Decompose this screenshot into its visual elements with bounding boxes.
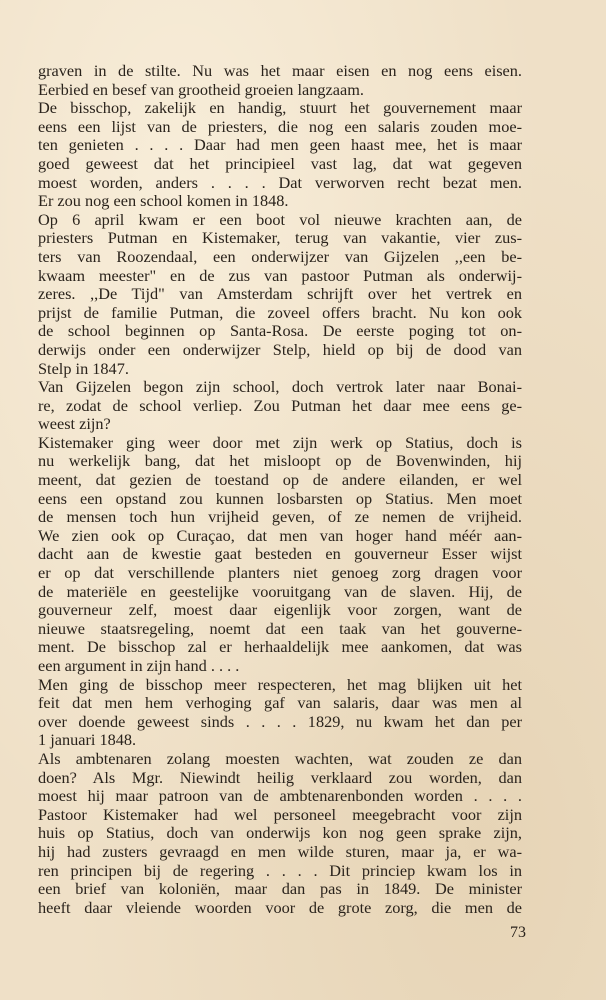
text-line: Als ambtenaren zolang moesten wachten, wat zouden ze dan xyxy=(38,748,522,768)
text-line: Van Gijzelen begon zijn school, doch vertrok later naar Bonai- xyxy=(38,377,522,397)
page-number: 73 xyxy=(510,924,526,941)
text-line: re, zodat de school verliep. Zou Putman het daar mee eens ge- xyxy=(38,395,522,415)
text-line: meent, dat gezien de toestand op de andere eilanden, er wel xyxy=(38,470,522,490)
text-line: kwaam meester" en de zus van pastoor Putman als onderwij- xyxy=(38,265,522,285)
text-line: De bisschop, zakelijk en handig, stuurt het gouvernement maar xyxy=(38,98,522,118)
text-line: hij had zusters gevraagd en men wilde sturen, maar ja, er wa- xyxy=(38,841,522,861)
text-line: Eerbied en besef van grootheid groeien langzaam. xyxy=(38,79,364,99)
body-text xyxy=(38,62,522,917)
text-line: priesters Putman en Kistemaker, terug van vakantie, vier zus- xyxy=(38,228,522,248)
text-line: nu werkelijk bang, dat het misloopt op de Bovenwinden, hij xyxy=(38,451,522,471)
text-line: Op 6 april kwam er een boot vol nieuwe krachten aan, de xyxy=(38,209,522,229)
text-line: derwijs onder een onderwijzer Stelp, hield op bij de dood van xyxy=(38,339,522,359)
text-line: prijst de familie Putman, die zoveel offers bracht. Nu kon ook xyxy=(38,302,522,322)
text-line: weest zijn? xyxy=(38,414,111,434)
text-line: de materiële en geestelijke vooruitgang van de slaven. Hij, de xyxy=(38,581,522,601)
text-line: een argument in zijn hand . . . . xyxy=(38,656,240,675)
text-line: moest worden, anders . . . . Dat verworven recht bezat men. xyxy=(38,172,522,192)
text-line: gouverneur zelf, moest daar eigenlijk voor zorgen, want de xyxy=(38,600,522,620)
text-line: een brief van koloniën, maar dan pas in 1849. De minister xyxy=(38,879,522,899)
text-line: heeft daar vleiende woorden voor de grote zorg, die men de xyxy=(38,897,522,917)
text-line: graven in de stilte. Nu was het maar eisen en nog eens eisen. xyxy=(38,61,522,80)
text-line: de mensen toch hun vrijheid geven, of ze nemen de vrijheid. xyxy=(38,507,522,527)
text-line: zeres. ,,De Tijd" van Amsterdam schrijft over het vertrek en xyxy=(38,284,522,304)
text-line: Stelp in 1847. xyxy=(38,358,129,378)
text-line: ten genieten . . . . Daar had men geen haast mee, het is maar xyxy=(38,135,522,155)
text-line: huis op Statius, doch van onderwijs kon nog geen sprake zijn, xyxy=(38,823,522,843)
text-line: feit dat men hem verhoging gaf van salaris, daar was men al xyxy=(38,693,522,713)
text-line: ters van Roozendaal, een onderwijzer van Gijzelen ,,een be- xyxy=(38,246,522,266)
text-line: Men ging de bisschop meer respecteren, het mag blijken uit het xyxy=(38,674,522,694)
text-line: Kistemaker ging weer door met zijn werk op Statius, doch is xyxy=(38,432,522,452)
text-line: Er zou nog een school komen in 1848. xyxy=(38,191,289,211)
text-line: over doende geweest sinds . . . . 1829, nu kwam het dan per xyxy=(38,711,522,731)
text-line: dacht aan de kwestie gaat besteden en gouverneur Esser wijst xyxy=(38,544,522,564)
text-line: ren principen bij de regering . . . . Dit princiep kwam los in xyxy=(38,860,522,880)
text-line: eens een lijst van de priesters, die nog een salaris zouden moe- xyxy=(38,116,522,136)
text-line: nieuwe staatsregeling, noemt dat een taak van het gouverne- xyxy=(38,618,522,638)
text-line: moest hij maar patroon van de ambtenarenbonden worden . . . . xyxy=(38,786,522,806)
text-line: 1 januari 1848. xyxy=(38,730,137,750)
text-line: goed geweest dat het principieel vast lag, dat wat gegeven xyxy=(38,153,522,173)
text-line: eens een opstand zou kunnen losbarsten op Statius. Men moet xyxy=(38,488,522,508)
text-line: We zien ook op Curaçao, dat men van hoger hand méér aan- xyxy=(38,525,522,545)
text-line: Pastoor Kistemaker had wel personeel meegebracht voor zijn xyxy=(38,804,522,824)
text-line: er op dat verschillende planters niet genoeg zorg dragen voor xyxy=(38,563,522,583)
text-line: doen? Als Mgr. Niewindt heilig verklaard zou worden, dan xyxy=(38,767,522,787)
text-line: ment. De bisschop zal er herhaaldelijk mee aankomen, dat was xyxy=(38,637,522,657)
text-line: de school beginnen op Santa-Rosa. De eerste poging tot on- xyxy=(38,321,522,341)
